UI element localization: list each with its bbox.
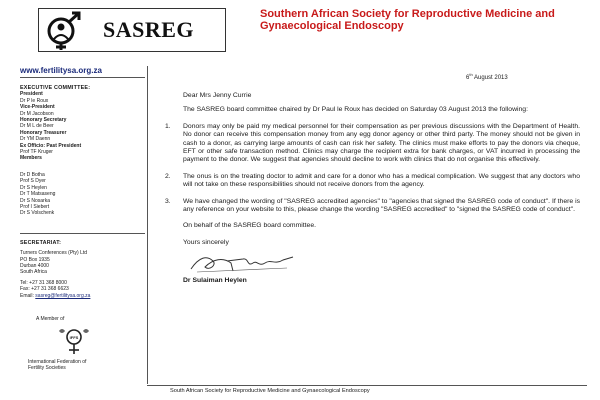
signature-image	[187, 251, 297, 275]
vertical-divider	[147, 66, 148, 384]
secretariat-line: Turners Conferences (Pty) Ltd	[20, 250, 88, 257]
iffs-logo-icon	[54, 325, 94, 357]
organisation-title: Southern African Society for Reproductive Medicine and Gynaecological Endoscopy	[260, 8, 555, 32]
member-name: Prof S Dyer	[20, 178, 46, 185]
secretariat-heading: SECRETARIAT:	[20, 239, 62, 246]
list-item-text: We have changed the wording of "SASREG accredited agencies" to "agencies that signed the SASREG code of conduct". If there is any reference on your website to this, please change the wording "SASREG accredited" to "signed the SASREG code of conduct".	[183, 197, 580, 214]
role-title: Ex Officio: Past President	[20, 142, 82, 149]
list-item	[165, 173, 580, 190]
footer-text: South African Society for Reproductive Medicine and Gynaecological Endoscopy	[170, 388, 370, 394]
member-name: Dr S Nosarka	[20, 197, 51, 204]
role-name: Dr P le Roux	[20, 97, 49, 104]
member-name: Dr D Botha	[20, 171, 45, 178]
email-label: Email:	[20, 292, 34, 299]
role-name: Dr YM Daenn	[20, 136, 51, 143]
role-title: Honorary Secretary	[20, 117, 67, 124]
iffs-name: Fertility Societies	[28, 365, 66, 371]
list-item	[165, 123, 580, 165]
member-name: Dr S Volschenk	[20, 210, 55, 217]
list-item-number: 2.	[165, 172, 171, 180]
member-of-block	[28, 316, 148, 371]
list-item	[165, 198, 580, 215]
secretariat-line: Durban 4000	[20, 262, 49, 269]
member-of-label: A Member of	[36, 316, 65, 322]
sidebar-divider	[20, 233, 145, 234]
fax: Fax: +27 31 368 6623	[20, 286, 69, 293]
members-heading: Members	[20, 155, 42, 162]
salutation: Dear Mrs Jenny Currie	[183, 92, 252, 99]
member-name: Prof I Siebert	[20, 203, 50, 210]
iffs-logo-text: IFFS	[69, 335, 79, 340]
list-item-text: The onus is on the treating doctor to admit and care for a donor who has a medical complication. We suggest that any doctors who will not take on these responsibilities should not receive donors from the agency.	[183, 172, 580, 189]
list-item-number: 3.	[165, 197, 171, 205]
website-link[interactable]: www.fertilitysa.org.za	[20, 66, 102, 75]
signer-name: Dr Sulaiman Heylen	[183, 277, 247, 285]
list-item-number: 1.	[165, 122, 171, 130]
role-title: Honorary Treasurer	[20, 129, 67, 136]
role-name: Dr M Jacobson	[20, 110, 54, 117]
iffs-name: International Federation of	[28, 359, 87, 365]
role-name: Dr M L de Beer	[20, 123, 54, 130]
intro-paragraph: The SASREG board committee chaired by Dr Paul le Roux has decided on Saturday 03 August 2013 the following:	[183, 106, 528, 114]
closing-line: On behalf of the SASREG board committee.	[183, 222, 316, 230]
sidebar	[20, 85, 145, 299]
member-name: Dr S Heylen	[20, 184, 47, 191]
role-title: Vice-President	[20, 104, 55, 111]
email-link[interactable]: sasreg@fertilitysa.org.za	[35, 292, 91, 299]
list-item-text: Donors may only be paid my medical personnel for their compensation as per previous discussions with the Department of Health. No donor can receive this compensation money from any egg donor agency or other third party. The money should not be given in cash to a donor, as carrying large amounts of cash can risk her safety. The clinics must make efforts to pay the donors via cheque, EFT or other safe transaction method. Clinics may charge the recipient extra for bank charges, or VAT incurred in processing the payment to the donor. We suggest that agencies should decline to work with clinics that do not organise this effectively.	[183, 122, 580, 164]
sidebar-top-rule	[20, 77, 145, 78]
role-name: Prof TF Kruger	[20, 149, 53, 156]
logo-text: SASREG	[103, 17, 195, 42]
letter-date: 6th August 2013	[466, 72, 508, 81]
member-name: Dr T Matsaseng	[20, 191, 56, 198]
sign-off: Yours sincerely	[183, 238, 229, 246]
secretariat-line: South Africa	[20, 269, 47, 276]
footer-rule	[147, 385, 587, 386]
telephone: Tel: +27 31 368 8000	[20, 279, 67, 286]
letter-body	[165, 92, 580, 286]
committee-heading: EXECUTIVE COMMITTEE:	[20, 85, 91, 91]
secretariat-line: PO Box 1935	[20, 256, 50, 263]
sasreg-logo	[38, 8, 226, 52]
role-title: President	[20, 91, 43, 98]
sasreg-emblem-icon	[39, 9, 99, 51]
